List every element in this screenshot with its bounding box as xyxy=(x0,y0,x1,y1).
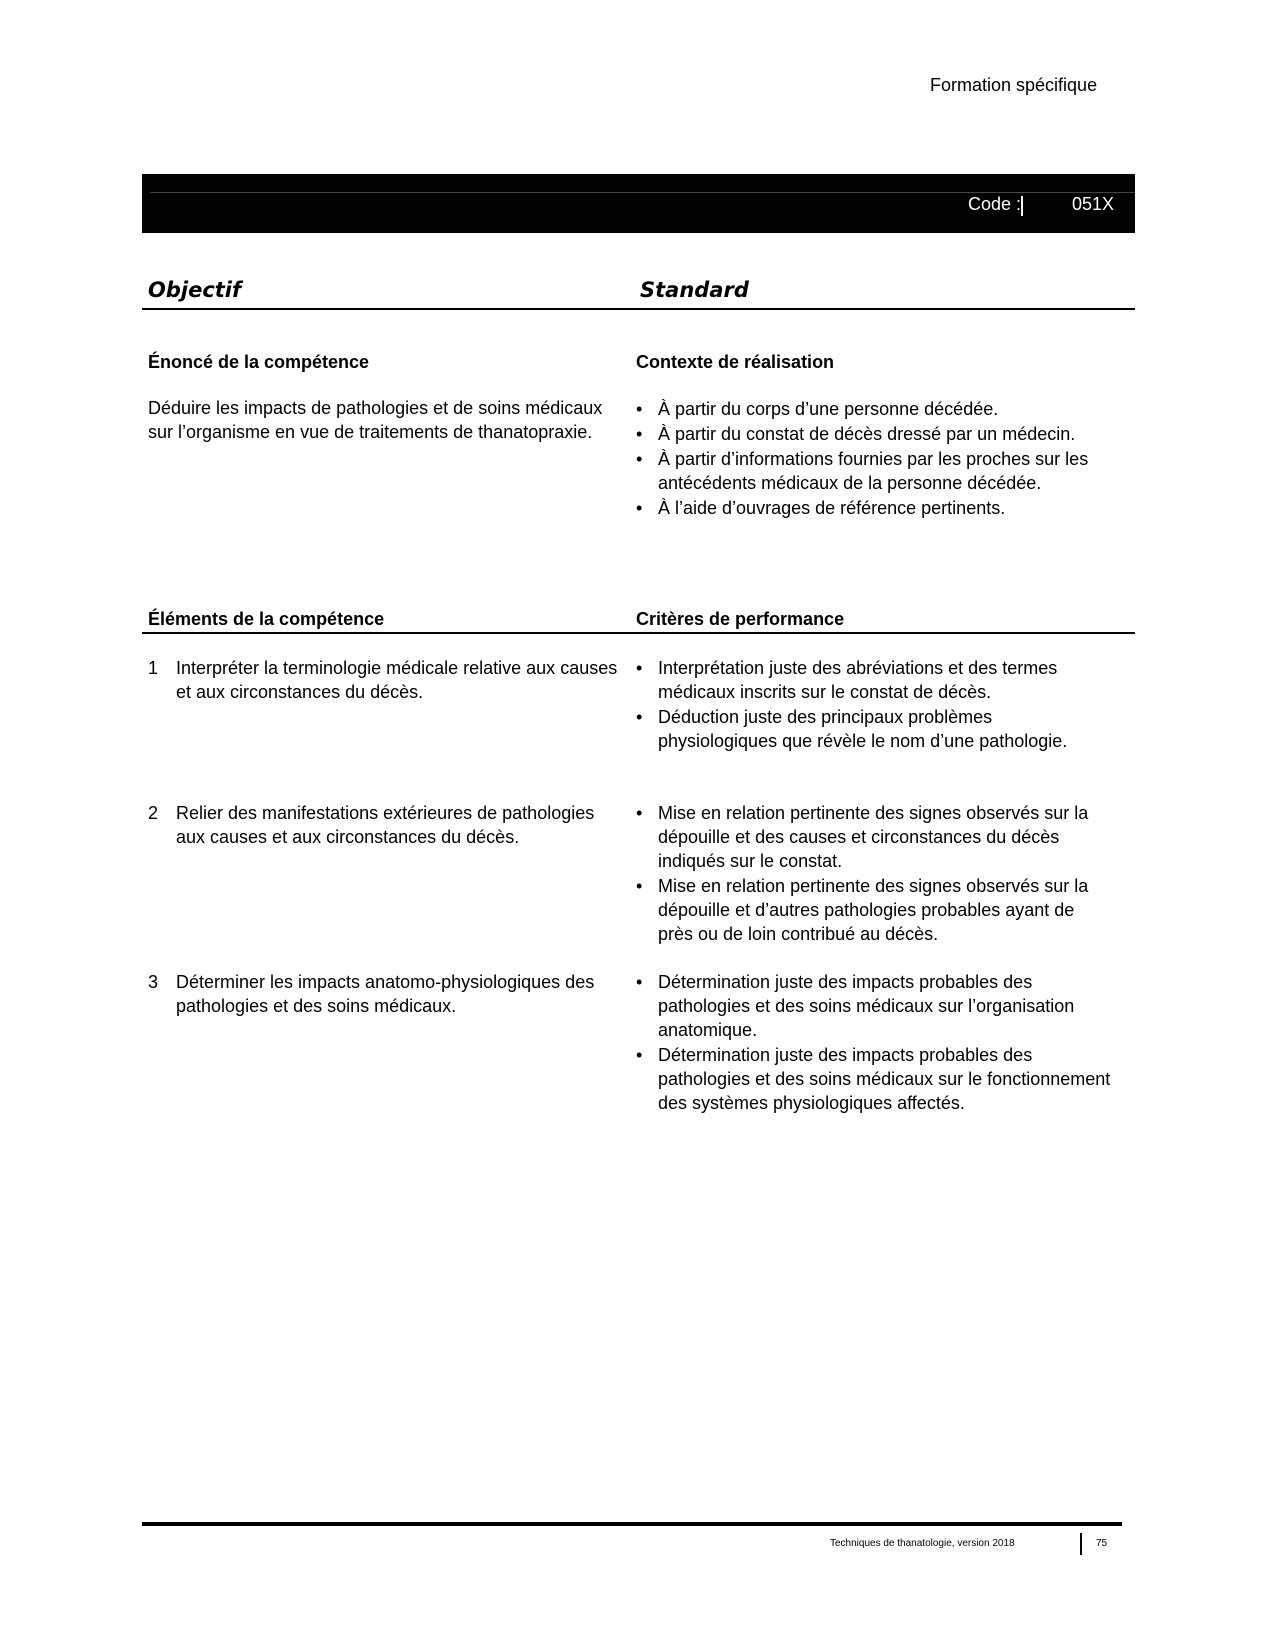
element-number: 3 xyxy=(148,972,159,992)
bullet-icon: • xyxy=(636,498,643,518)
context-item: • À partir d’informations fournies par les proches sur les antécédents médicaux de la personne décédée. xyxy=(636,449,1089,493)
code-separator xyxy=(1021,196,1023,216)
criterion-item: • Interprétation juste des abréviations et des termes médicaux inscrits sur le constat de décès. xyxy=(636,658,1058,702)
competence-element xyxy=(148,970,618,1018)
criterion-item: • Mise en relation pertinente des signes observés sur la dépouille et d’autres pathologies probables ayant de près ou de loin contribué au décès. xyxy=(636,876,1089,944)
element-text: Relier des manifestations extérieures de pathologies aux causes et aux circonstances du décès. xyxy=(176,803,595,847)
context-item: • À l’aide d’ouvrages de référence pertinents. xyxy=(636,498,1006,518)
standard-column-title: Standard xyxy=(640,278,749,302)
element-text: Interpréter la terminologie médicale relative aux causes et aux circonstances du décès. xyxy=(176,658,618,702)
bullet-icon: • xyxy=(636,424,643,444)
criterion-item: • Déduction juste des principaux problèmes physiologiques que révèle le nom d’une pathologie. xyxy=(636,707,1068,751)
section-rule xyxy=(142,632,1135,634)
bullet-icon: • xyxy=(636,1045,643,1065)
criterion-item: • Détermination juste des impacts probables des pathologies et des soins médicaux sur le fonctionnement des systèmes physiologiques affectés. xyxy=(636,1045,1111,1113)
competence-statement-heading: Énoncé de la compétence xyxy=(148,352,370,372)
objective-column-title: Objectif xyxy=(148,278,242,302)
elements-heading: Éléments de la compétence xyxy=(148,609,385,629)
element-text: Déterminer les impacts anatomo-physiologiques des pathologies et des soins médicaux. xyxy=(176,972,595,1016)
bullet-icon: • xyxy=(636,399,643,419)
footer-separator xyxy=(1080,1533,1082,1555)
criteria-list xyxy=(636,970,1114,1116)
criteria-list xyxy=(636,656,1114,754)
competence-statement: Déduire les impacts de pathologies et de soins médicaux sur l’organisme en vue de traitements de thanatopraxie. xyxy=(148,398,603,442)
bullet-icon: • xyxy=(636,972,643,992)
competence-element xyxy=(148,801,618,849)
criteria-heading: Critères de performance xyxy=(636,609,845,629)
context-list xyxy=(636,397,1106,521)
context-heading: Contexte de réalisation xyxy=(636,352,835,372)
title-rule xyxy=(142,308,1135,310)
bullet-icon: • xyxy=(636,876,643,896)
footer-text: Techniques de thanatologie, version 2018 xyxy=(830,1538,1015,1549)
bullet-icon: • xyxy=(636,658,643,678)
bullet-icon: • xyxy=(636,707,643,727)
code-value: 051X xyxy=(1072,194,1115,214)
criteria-list xyxy=(636,801,1114,947)
page-header-label: Formation spécifique xyxy=(930,75,1098,95)
context-item: • À partir du corps d’une personne décédée. xyxy=(636,399,999,419)
footer-rule xyxy=(142,1522,1122,1526)
page-number: 75 xyxy=(1096,1538,1108,1549)
code-label: Code : xyxy=(968,194,1022,214)
context-item: • À partir du constat de décès dressé par un médecin. xyxy=(636,424,1076,444)
element-number: 2 xyxy=(148,803,159,823)
bullet-icon: • xyxy=(636,449,643,469)
competence-element xyxy=(148,656,618,704)
element-number: 1 xyxy=(148,658,159,678)
criterion-item: • Détermination juste des impacts probables des pathologies et des soins médicaux sur l’organisation anatomique. xyxy=(636,972,1075,1040)
criterion-item: • Mise en relation pertinente des signes observés sur la dépouille et des causes et circonstances du décès indiqués sur le constat. xyxy=(636,803,1089,871)
bullet-icon: • xyxy=(636,803,643,823)
code-bar-rule xyxy=(150,192,1135,193)
